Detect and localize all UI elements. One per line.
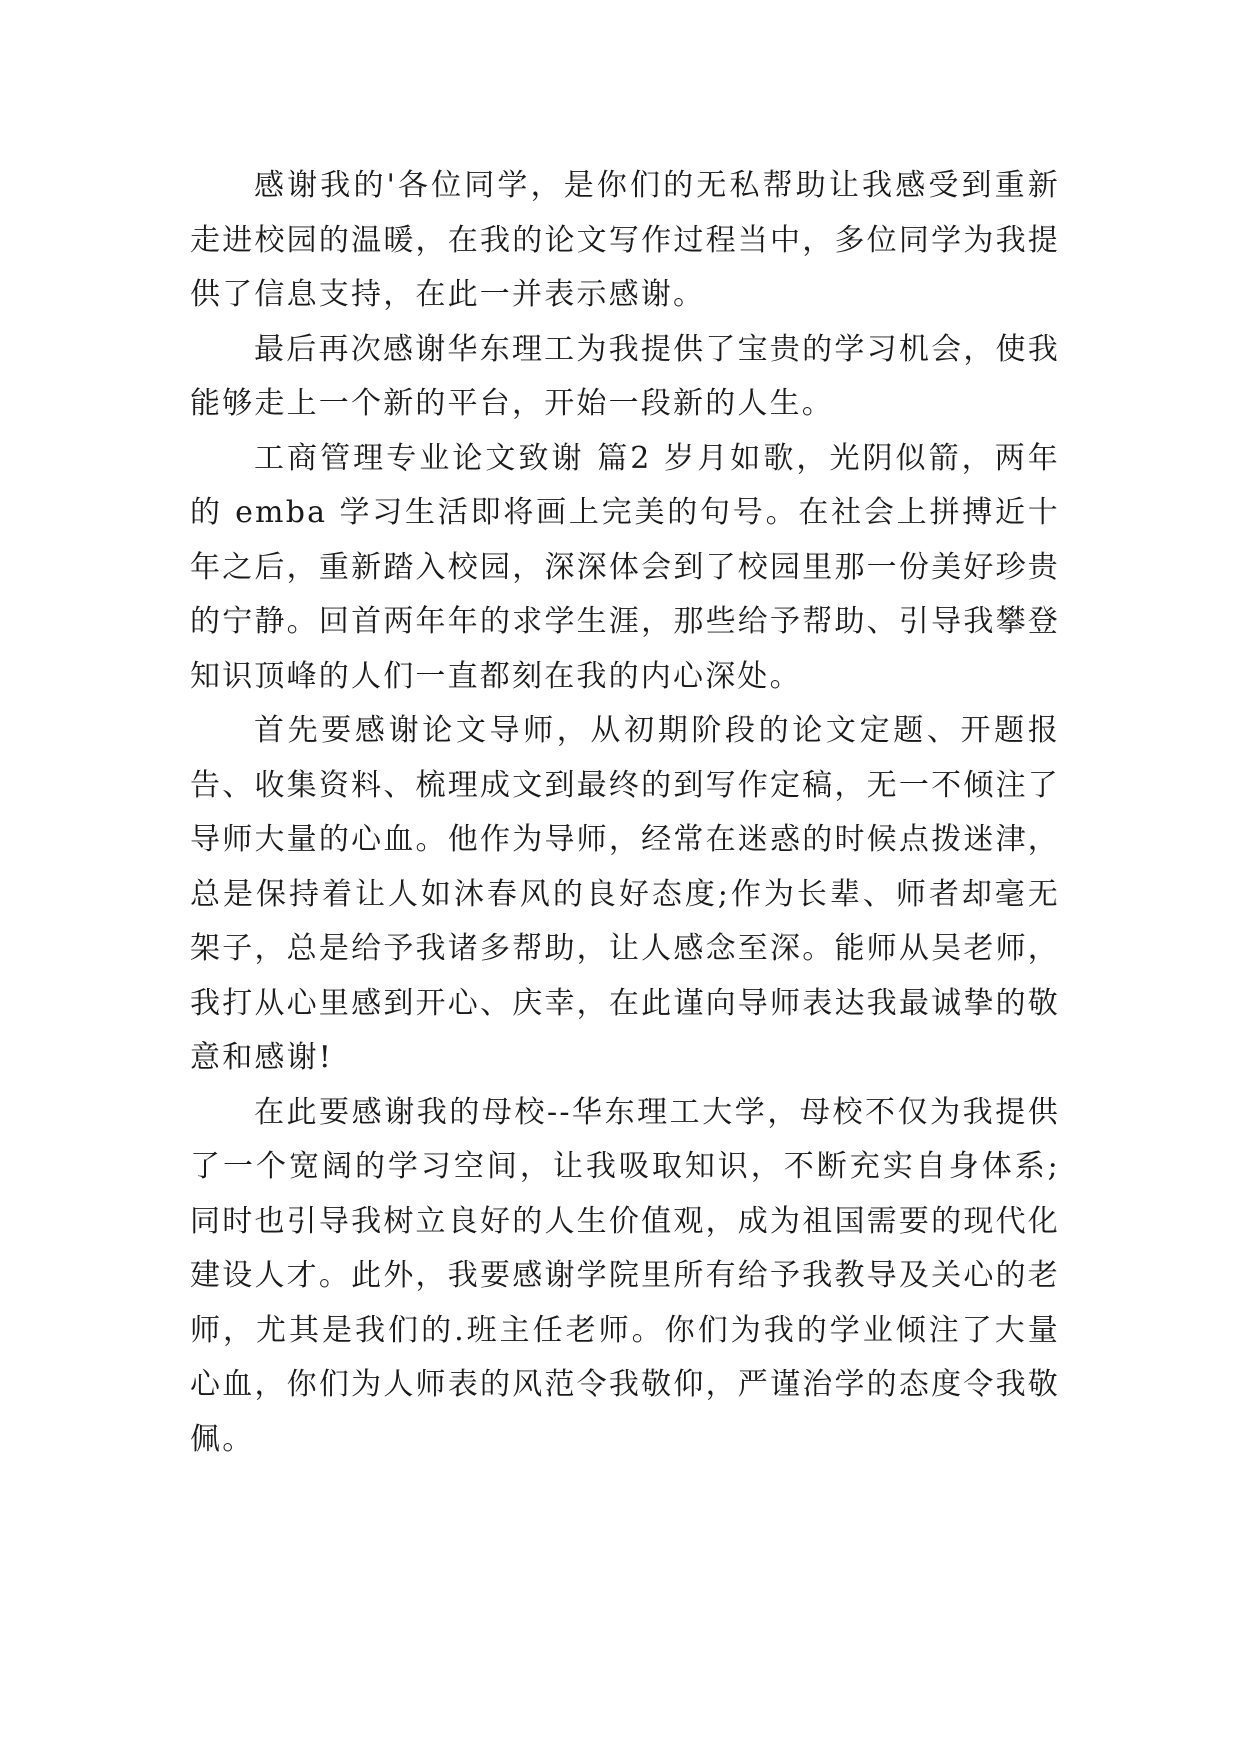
paragraph-thanks-classmates: 感谢我的'各位同学，是你们的无私帮助让我感受到重新走进校园的温暖，在我的论文写作过程当中，多位同学为我提供了信息支持，在此一并表示感谢。 [190, 168, 1060, 312]
paragraph-thanks-alma-mater: 在此要感谢我的母校--华东理工大学，母校不仅为我提供了一个宽阔的学习空间，让我吸取知识，不断充实自身体系;同时也引导我树立良好的人生价值观，成为祖国需要的现代化建设人才。此外，我要感谢学院里所有给予我教导及关心的老师，尤其是我们的.班主任老师。你们为我的学业倾注了大量心血，你们为人师表的风范令我敬仰，严谨治学的态度令我敬佩。 [190, 1094, 1060, 1457]
paragraph-section-2-intro: 工商管理专业论文致谢 篇2 岁月如歌，光阴似箭，两年的 emba 学习生活即将画上完美的句号。在社会上拼搏近十年之后，重新踏入校园，深深体会到了校园里那一份美好珍贵的宁静。回首两年年的求学生涯，那些给予帮助、引导我攀登知识顶峰的人们一直都刻在我的内心深处。 [190, 440, 1060, 694]
paragraph-thanks-advisor: 首先要感谢论文导师，从初期阶段的论文定题、开题报告、收集资料、梳理成文到最终的到写作定稿，无一不倾注了导师大量的心血。他作为导师，经常在迷惑的时候点拨迷津，总是保持着让人如沐春风的良好态度;作为长辈、师者却毫无架子，总是给予我诸多帮助，让人感念至深。能师从吴老师，我打从心里感到开心、庆幸，在此谨向导师表达我最诚挚的敬意和感谢! [190, 713, 1060, 1075]
paragraph-thanks-school: 最后再次感谢华东理工为我提供了宝贵的学习机会，使我能够走上一个新的平台，开始一段新的人生。 [190, 331, 1060, 421]
document-body [190, 159, 1060, 1467]
